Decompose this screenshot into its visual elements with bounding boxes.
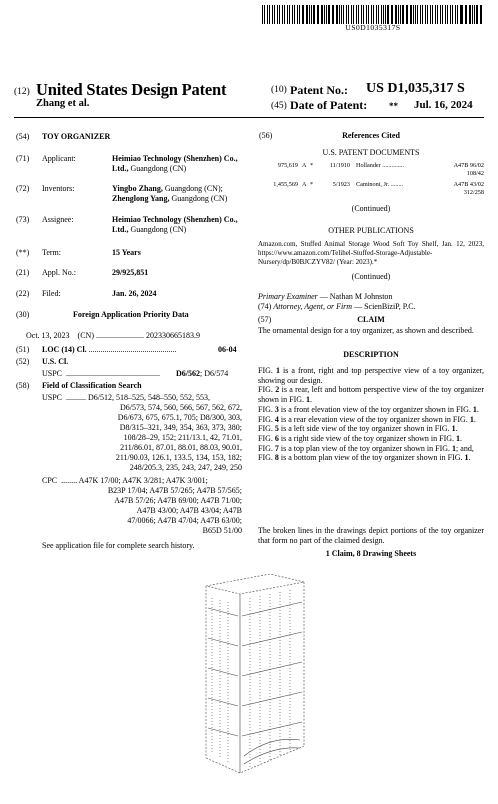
description-paragraph: FIG. 4 is a rear elevation view of the toy organizer shown in FIG. 1. <box>258 414 476 424</box>
header-rule <box>14 117 484 118</box>
barcode-bar <box>400 5 401 24</box>
barcode-bar <box>341 5 342 24</box>
description-paragraph: FIG. 1 is a front, right and top perspective view of a toy organizer, showing our design. <box>258 366 485 385</box>
filed-date: Jan. 26, 2024 <box>112 289 157 298</box>
field-usp-line: D6/573, 574, 560, 566, 567, 562, 672, <box>120 403 242 412</box>
barcode-bar <box>371 5 372 24</box>
barcode-bar <box>461 5 462 24</box>
loc-class: LOC (14) Cl. ............................................ <box>42 345 177 354</box>
barcode-bar <box>455 5 456 24</box>
code-58: (58) <box>16 381 30 390</box>
patent-no-label: Patent No.: <box>290 83 348 97</box>
applicant-name: Heimiao Technology (Shenzhen) Co., <box>112 154 238 163</box>
document-number: US0D1035317S <box>345 23 401 32</box>
code-21: (21) <box>16 268 30 277</box>
description-body <box>258 366 484 463</box>
field-usp-line: D6/673, 675, 675.1, 705; D8/300, 303, <box>117 413 242 422</box>
ref-name: Caminoni, Jr. ........ <box>356 181 404 188</box>
invention-title: TOY ORGANIZER <box>42 132 111 141</box>
barcode-bar <box>425 5 426 24</box>
ref-kind: A <box>302 162 307 169</box>
barcode-bar <box>430 5 431 24</box>
reference-row <box>258 181 484 200</box>
field-usp-line: D8/315–321, 349, 354, 363, 373, 380; <box>119 423 242 432</box>
barcode-bar <box>373 5 374 24</box>
barcode-bar <box>321 5 322 24</box>
field-usp-block <box>42 393 242 473</box>
description-paragraph: FIG. 2 is a rear, left and bottom perspective view of the toy organizer shown in FIG. 1. <box>258 385 485 405</box>
assignee-label: Assignee: <box>42 215 74 224</box>
code-54: (54) <box>16 132 30 141</box>
field-cpc-line: A47B 57/26; A47B 69/00; A47B 71/00; <box>114 496 242 505</box>
barcode-bar <box>348 5 349 24</box>
barcode-bar <box>277 5 278 24</box>
field-usp-line: 108/28–29, 152; 211/13.1, 42, 71.01, <box>123 433 242 442</box>
uscl-label: U.S. Cl. <box>42 357 69 366</box>
term-label: Term: <box>42 248 61 257</box>
barcode-bar <box>269 5 270 24</box>
barcode-bar <box>313 5 314 24</box>
code-57: (57) <box>258 315 272 324</box>
barcode-bar <box>343 5 344 24</box>
barcode-bar <box>469 5 470 24</box>
code-10: (10) <box>271 85 287 95</box>
claim-title: CLAIM <box>357 315 385 324</box>
barcode-bar <box>333 5 334 24</box>
barcode-bar <box>410 5 411 24</box>
uscl-dots: ............................................... <box>64 369 160 378</box>
barcode-bar <box>326 5 327 24</box>
barcode-bar <box>297 5 298 24</box>
barcode-bar <box>267 5 268 24</box>
field-usp-line: USPC .......... D6/512, 518–525, 548–550, 552, 553, <box>42 393 211 402</box>
other-publications-title: OTHER PUBLICATIONS <box>328 226 414 235</box>
barcode-bar <box>363 5 364 24</box>
primary-examiner: Primary Examiner — Nathan M Johnston <box>258 292 393 301</box>
ref-class: A47B 43/02 <box>453 181 484 188</box>
barcode-bar <box>289 5 290 24</box>
field-cpc-line: A47B 43/00; A47B 43/04; A47B <box>136 506 242 515</box>
barcode-bar <box>387 5 388 24</box>
assignee-name: Heimiao Technology (Shenzhen) Co., <box>112 215 238 224</box>
barcode-bar <box>474 5 475 24</box>
code-51: (51) <box>16 345 30 354</box>
inventor-2: Zhenglong Yang, Guangdong (CN) <box>112 194 228 203</box>
field-cpc-line: B23P 17/04; A47B 57/265; A47B 57/565; <box>107 486 242 495</box>
references-list <box>258 162 484 200</box>
ref-name: Hollander .............. <box>356 162 404 169</box>
inventor-1: Yingbo Zhang, Guangdong (CN); <box>112 184 223 193</box>
barcode-bar <box>445 5 446 24</box>
references-cited-title: References Cited <box>342 131 400 140</box>
barcode-bar <box>432 5 433 24</box>
barcode-bar <box>385 5 386 24</box>
description-paragraph: FIG. 6 is a right side view of the toy organizer shown in FIG. 1. <box>258 433 463 443</box>
field-usp-line: 211/86.01, 87.01, 88.01, 88.03, 90.01, <box>120 443 242 452</box>
barcode-bar <box>415 5 416 24</box>
barcode-bar <box>311 5 312 24</box>
field-cpc-line: 47/0066; A47B 47/04; A47B 63/00; <box>127 516 242 525</box>
barcode-bar <box>284 5 285 24</box>
uscl-usp-label: USPC <box>42 369 63 378</box>
barcode-bar <box>282 5 283 24</box>
barcode-bar <box>303 5 304 24</box>
ref-date: 5/1923 <box>332 181 350 188</box>
filed-label: Filed: <box>42 289 61 298</box>
code-45: (45) <box>271 101 287 111</box>
ref-date: 11/1910 <box>329 162 350 169</box>
loc-value: 06-04 <box>218 345 237 354</box>
patent-title: United States Design Patent <box>36 80 227 99</box>
barcode-bar <box>452 5 453 24</box>
code-73: (73) <box>16 215 30 224</box>
continued-2: (Continued) <box>351 272 391 281</box>
barcode-bar <box>447 5 448 24</box>
barcode-bar <box>460 5 461 24</box>
claims-and-sheets: 1 Claim, 8 Drawing Sheets <box>325 549 417 558</box>
barcode-bar <box>381 5 382 24</box>
field-usp-line: 211/90.03, 126.1, 133.5, 134, 153, 182; <box>115 453 242 462</box>
applicant-name-2: Ltd., Guangdong (CN) <box>112 164 187 173</box>
ref-class-2: 312/258 <box>463 189 484 196</box>
barcode-bar <box>336 5 337 24</box>
barcode-bar <box>328 5 329 24</box>
code-71: (71) <box>16 154 30 163</box>
barcode-bar <box>476 5 477 24</box>
ref-kind: A <box>302 181 307 188</box>
appl-number: 29/925,851 <box>112 268 149 277</box>
barcode-bar <box>318 5 319 24</box>
barcode-bar <box>306 5 307 24</box>
ref-class-2: 108/42 <box>466 170 484 177</box>
reference-row <box>258 162 484 181</box>
ref-number: 1,455,569 <box>273 181 298 188</box>
barcode-bar <box>292 5 293 24</box>
code-56: (56) <box>259 131 273 140</box>
barcode-bar <box>440 5 441 24</box>
field-cpc-line: B65D 51/00 <box>202 526 242 535</box>
code-22: (22) <box>16 289 30 298</box>
barcode-bar <box>351 5 352 24</box>
description-paragraph: FIG. 7 is a top plan view of the toy organizer shown in FIG. 1; and, <box>258 443 474 453</box>
broken-lines-note: The broken lines in the drawings depict portions of the toy organizer that form no part of the claimed design. <box>258 526 484 545</box>
barcode-bar <box>378 5 379 24</box>
barcode-bar <box>407 5 408 24</box>
us-patent-docs-title: U.S. PATENT DOCUMENTS <box>322 148 420 157</box>
barcode-bar <box>481 5 482 24</box>
ref-star: * <box>310 162 314 169</box>
kind-code-12: (12) <box>14 87 30 97</box>
barcode-bar <box>262 5 263 24</box>
field-search-label: Field of Classification Search <box>42 381 142 390</box>
ref-number: 975,619 <box>277 162 298 169</box>
inventors-short: Zhang et al. <box>36 98 90 109</box>
barcode <box>262 5 484 24</box>
barcode-bar <box>392 5 393 24</box>
description-paragraph: FIG. 8 is a bottom plan view of the toy organizer shown in FIG. 1. <box>258 453 471 463</box>
description-paragraph: FIG. 3 is a front elevation view of the toy organizer shown in FIG. 1. <box>258 404 479 414</box>
applicant-label: Applicant: <box>42 154 76 163</box>
ref-class: A47B 96/02 <box>453 162 484 169</box>
barcode-bar <box>356 5 357 24</box>
date-stars: ** <box>389 101 398 111</box>
date-of-patent: Jul. 16, 2024 <box>414 99 473 111</box>
appl-label: Appl. No.: <box>42 268 76 277</box>
see-application-note: See application file for complete search history. <box>42 541 195 550</box>
barcode-bar <box>422 5 423 24</box>
claim-text: The ornamental design for a toy organizer, as shown and described. <box>258 326 474 335</box>
other-publication: Amazon.com, Stuffed Animal Storage Wood Soft Toy Shelf, Jan. 12, 2023, https://www.amazon.com/Telihel-Stuffed-Storage-Adjustable-Nursery/dp/B0BJCZYV82/ (Year: 2023).* <box>258 240 484 267</box>
attorney: (74) Attorney, Agent, or Firm — ScienBiziP, P.C. <box>258 302 416 311</box>
continued-1: (Continued) <box>351 204 391 213</box>
barcode-bar <box>366 5 367 24</box>
ref-star: * <box>310 181 314 188</box>
date-label: Date of Patent: <box>290 98 368 112</box>
barcode-bar <box>466 5 467 24</box>
inventors-label: Inventors: <box>42 184 75 193</box>
barcode-bar <box>274 5 275 24</box>
field-cpc-line: CPC ........ A47K 17/00; A47K 3/281; A47K 3/001; <box>42 476 208 485</box>
code-52: (52) <box>16 357 30 366</box>
description-paragraph: FIG. 5 is a left side view of the toy organizer shown in FIG. 1. <box>258 424 458 434</box>
code-term: (**) <box>16 248 30 257</box>
barcode-bar <box>395 5 396 24</box>
field-cpc-block <box>42 476 242 536</box>
patent-number: US D1,035,317 S <box>366 81 465 96</box>
term-value: 15 Years <box>112 248 141 257</box>
barcode-bar <box>417 5 418 24</box>
barcode-bar <box>437 5 438 24</box>
barcode-bar <box>402 5 403 24</box>
description-title: DESCRIPTION <box>343 350 399 359</box>
uscl-value: D6/562; D6/574 <box>176 369 229 378</box>
field-usp-line: 248/205.3, 235, 243, 247, 249, 250 <box>129 463 242 472</box>
code-72: (72) <box>16 184 30 193</box>
representative-drawing <box>200 568 316 788</box>
assignee-name-2: Ltd., Guangdong (CN) <box>112 225 187 234</box>
priority-title: Foreign Application Priority Data <box>73 310 189 319</box>
code-30: (30) <box>16 310 30 319</box>
barcode-bar <box>299 5 300 24</box>
barcode-bar <box>358 5 359 24</box>
priority-line: Oct. 13, 2023 (CN) ........................ 202330665183.9 <box>26 331 200 340</box>
